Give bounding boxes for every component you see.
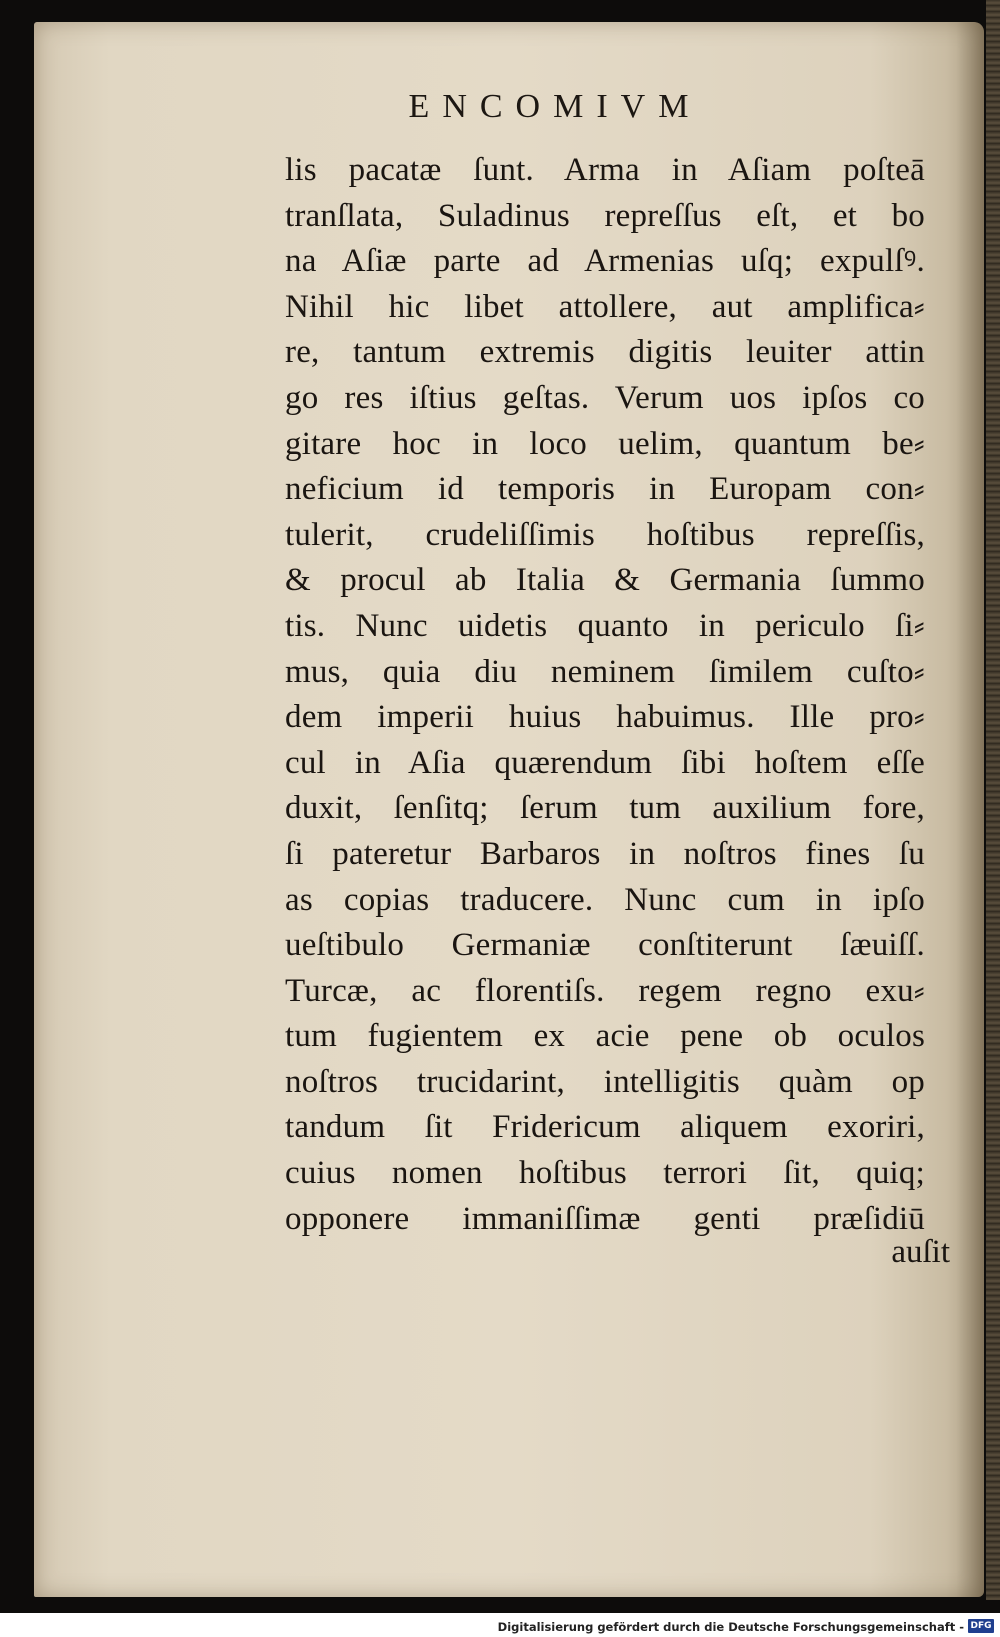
text-line: cuius nomen hoſtibus terrori ſit, quiq; xyxy=(285,1155,925,1192)
text-line: duxit, ſenſitq; ſerum tum auxilium fore, xyxy=(285,790,925,827)
catchword: auſit xyxy=(891,1234,950,1270)
text-line: re, tantum extremis digitis leuiter attin xyxy=(285,334,925,371)
text-line: tandum ſit Fridericum aliquem exoriri, xyxy=(285,1109,925,1146)
text-line: tis. Nunc uidetis quanto in periculo ſi⸗ xyxy=(285,607,925,644)
text-line: ueſtibulo Germaniæ conſtiterunt ſæuiſſ. xyxy=(285,927,925,964)
text-line: tranſlata, Suladinus repreſſus eſt, et bo xyxy=(285,197,925,234)
text-line: tum fugientem ex acie pene ob oculos xyxy=(285,1018,925,1055)
dfg-logo-icon: DFG xyxy=(968,1619,994,1633)
text-line: neficium id temporis in Europam con⸗ xyxy=(285,471,925,508)
text-block xyxy=(285,148,925,1242)
text-line: noſtros trucidarint, intelligitis quàm op xyxy=(285,1063,925,1100)
text-line: & procul ab Italia & Germania ſummo xyxy=(285,562,925,599)
text-line: na Aſiæ parte ad Armenias uſq; expulſꝰ. xyxy=(285,243,925,280)
text-line: tulerit, crudeliſſimis hoſtibus repreſſis, xyxy=(285,516,925,553)
text-line: Turcæ, ac florentiſs. regem regno exu⸗ xyxy=(285,972,925,1009)
book-edge xyxy=(986,0,1000,1600)
text-line: gitare hoc in loco uelim, quantum be⸗ xyxy=(285,425,925,462)
text-line: mus, quia diu neminem ſimilem cuſto⸗ xyxy=(285,653,925,690)
text-line: Nihil hic libet attollere, aut amplifica⸗ xyxy=(285,288,925,325)
text-line: opponere immaniſſimæ genti præſidiū xyxy=(285,1200,925,1237)
text-line: as copias traducere. Nunc cum in ipſo xyxy=(285,881,925,918)
text-line: ſi pateretur Barbaros in noſtros fines ſu xyxy=(285,835,925,872)
text-line: go res iſtius geſtas. Verum uos ipſos co xyxy=(285,379,925,416)
text-line: cul in Aſia quærendum ſibi hoſtem eſſe xyxy=(285,744,925,781)
digitization-footer xyxy=(0,1613,1000,1637)
running-head: ENCOMIVM xyxy=(408,88,702,125)
text-line: dem imperii huius habuimus. Ille pro⸗ xyxy=(285,699,925,736)
funding-credit: Digitalisierung gefördert durch die Deutsche Forschungsgemeinschaft - xyxy=(497,1620,964,1634)
text-line: lis pacatæ ſunt. Arma in Aſiam poſteā xyxy=(285,152,925,188)
